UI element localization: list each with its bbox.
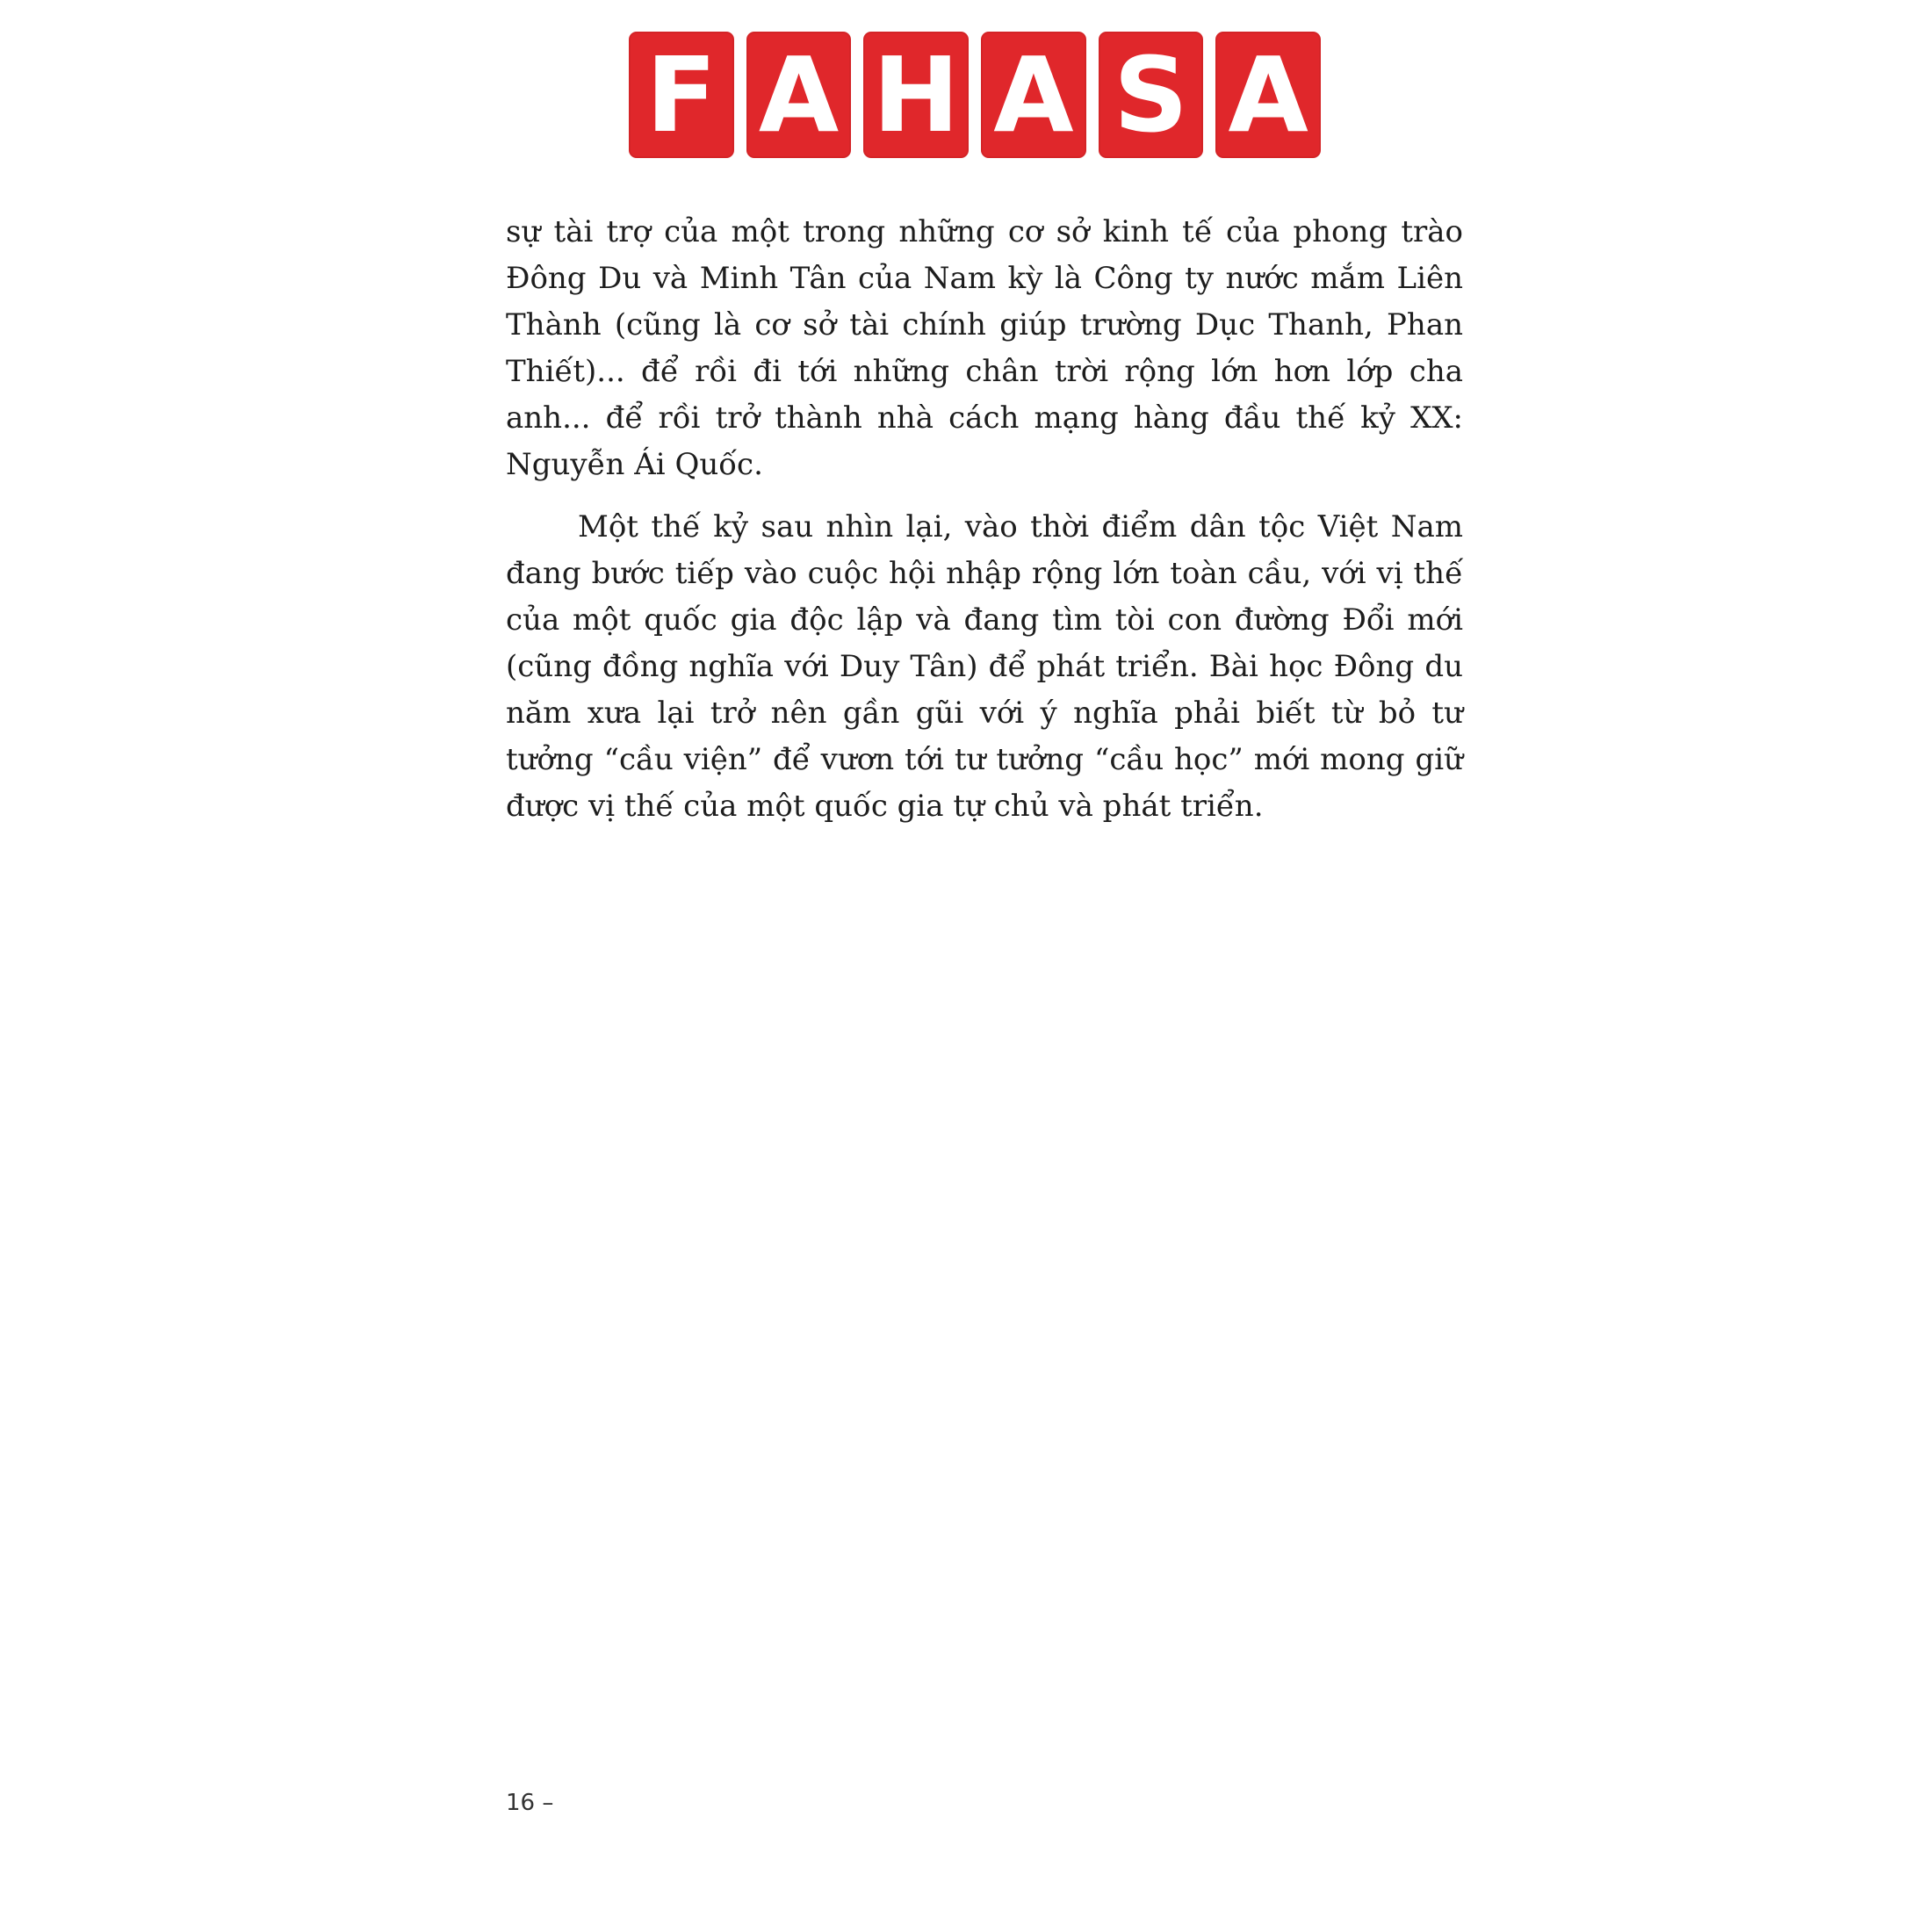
logo-letter-h: H xyxy=(863,32,969,158)
fahasa-logo xyxy=(629,32,1321,158)
logo-letter-a: A xyxy=(981,32,1086,158)
page-body xyxy=(506,209,1463,846)
logo-letter-s: S xyxy=(1099,32,1204,158)
logo-letter-a: A xyxy=(746,32,852,158)
logo-letter-a: A xyxy=(1215,32,1321,158)
logo-letter-f: F xyxy=(629,32,734,158)
page-number: 16 – xyxy=(506,1790,554,1816)
body-paragraph: sự tài trợ của một trong những cơ sở kinh tế của phong trào Đông Du và Minh Tân của Nam kỳ là Công ty nước mắm Liên Thành (cũng là cơ sở tài chính giúp trường Dục Thanh, Phan Thiết)... để rồi đi tới những chân trời rộng lớn hơn lớp cha anh... để rồi trở thành nhà cách mạng hàng đầu thế kỷ XX: Nguyễn Ái Quốc. xyxy=(506,214,1463,482)
body-paragraph: Một thế kỷ sau nhìn lại, vào thời điểm dân tộc Việt Nam đang bước tiếp vào cuộc hội nhập rộng lớn toàn cầu, với vị thế của một quốc gia độc lập và đang tìm tòi con đường Đổi mới (cũng đồng nghĩa với Duy Tân) để phát triển. Bài học Đông du năm xưa lại trở nên gần gũi với ý nghĩa phải biết từ bỏ tư tưởng “cầu viện” để vươn tới tư tưởng “cầu học” mới mong giữ được vị thế của một quốc gia tự chủ và phát triển. xyxy=(506,509,1463,824)
